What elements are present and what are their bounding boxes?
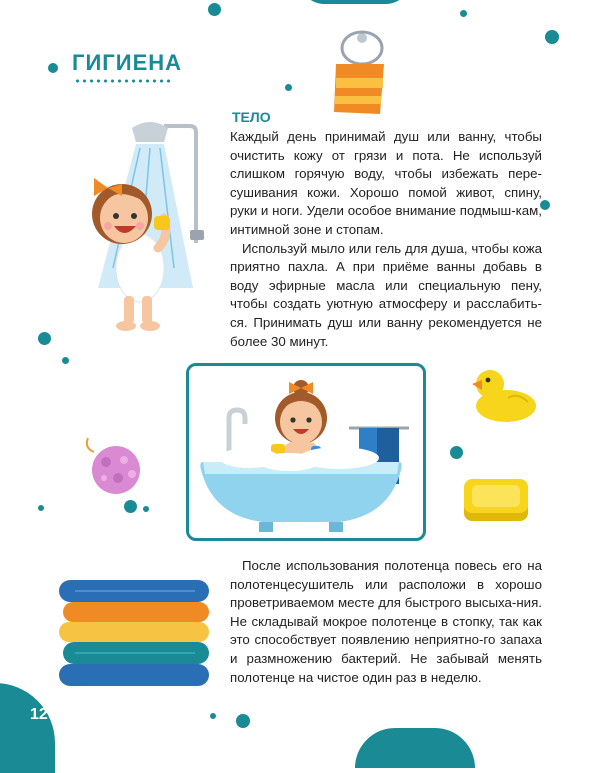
bath-scene-illustration	[186, 363, 426, 541]
decor-dot	[460, 10, 467, 17]
paragraph-3: После использования полотенца повесь его на полотенцесушитель или расположи в хорошо проветриваемом месте для быстрого высыха-ния. Не складывай мокрое полотенце в стопку, так как это способствует появлению неприятно-го запаха и размножению бактерий. Не забывай менять полотенце на чистое один раз в неделю.	[230, 558, 542, 685]
page-title: ГИГИЕНА	[72, 50, 183, 75]
decor-dot	[124, 500, 137, 513]
decor-dot	[450, 446, 463, 459]
section-subtitle: ТЕЛО	[232, 109, 271, 125]
shower-girl-illustration	[78, 118, 228, 333]
soap-bar-icon	[460, 475, 532, 525]
towel-stack-illustration	[55, 572, 215, 690]
decor-dot	[285, 84, 292, 91]
decor-dot	[236, 714, 250, 728]
corner-blob	[0, 683, 55, 773]
paragraph-1: Каждый день принимай душ или ванну, чтобы очистить кожу от грязи и пота. Не используй слишком горячую воду, чтобы избежать пере-сушивания кожи. Хорошо помой живот, спину, руки и ноги. Удели особое внимание подмыш-кам, интимной зоне и стопам.	[230, 129, 542, 237]
decor-dot	[38, 332, 51, 345]
bottom-blob	[355, 728, 475, 768]
towel-paragraph	[230, 557, 542, 687]
decor-dot	[38, 505, 44, 511]
towel-ring-icon	[330, 26, 390, 116]
paragraph-2: Используй мыло или гель для душа, чтобы кожа приятно пахла. А при приёме ванны добавь в воду эфирные масла или специальную пену, чтобы создать уютную атмосферу и расслабить-ся. Принимать душ или ванну рекомендуется не более 30 минут.	[230, 240, 542, 349]
page-number: 12	[30, 706, 48, 723]
decor-dot	[62, 357, 69, 364]
title-underline-dots	[74, 79, 172, 83]
decor-dot	[208, 3, 221, 16]
decor-dot	[210, 713, 216, 719]
top-blob	[300, 0, 410, 4]
bath-sponge-icon	[82, 434, 152, 496]
decor-dot	[48, 63, 58, 73]
body-paragraph	[230, 128, 542, 351]
decor-dot	[143, 506, 149, 512]
decor-dot	[545, 30, 559, 44]
rubber-duck-icon	[468, 362, 538, 424]
